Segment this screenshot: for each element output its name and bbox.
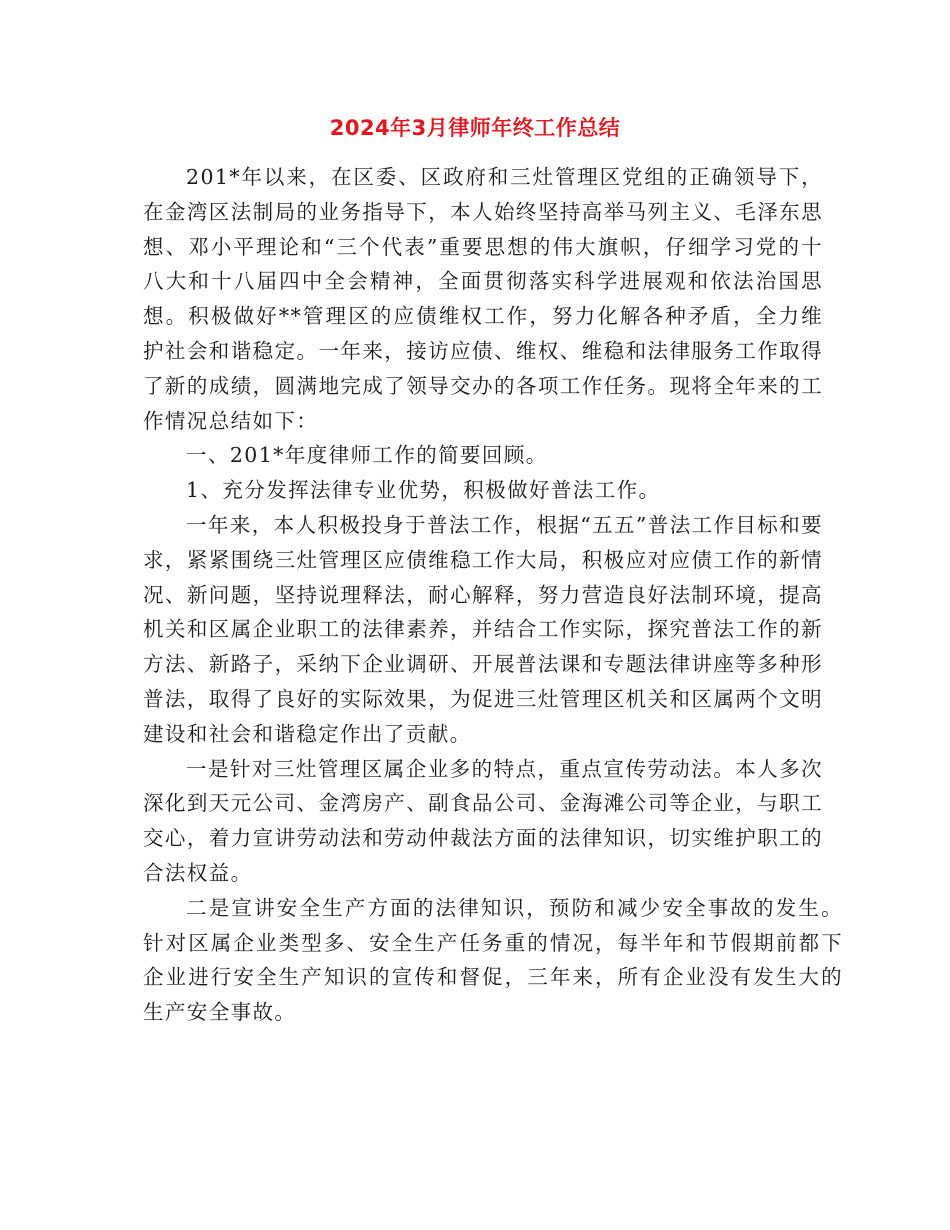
paragraph-intro: 201*年以来，在区委、区政府和三灶管理区党组的正确领导下，在金湾区法制局的业务指导下，本人始终坚持高举马列主义、毛泽东思想、邓小平理论和“三个代表”重要思想的伟大旗帜，仔细学习党的十八大和十八届四中全会精神，全面贯彻落实科学进展观和依法治国思想。积极做好**管理区的应债维权工作，努力化解各种矛盾，全力维护社会和谐稳定。一年来，接访应债、维权、维稳和法律服务工作取得了新的成绩，圆满地完成了领导交办的各项工作任务。现将全年来的工作情况总结如下： — [143, 165, 823, 433]
paragraph-labor-law: 一是针对三灶管理区属企业多的特点，重点宣传劳动法。本人多次深化到天元公司、金湾房产、副食品公司、金海滩公司等企业，与职工交心，着力宣讲劳动法和劳动仲裁法方面的法律知识，切实维护职工的合法权益。 — [143, 756, 823, 885]
paragraph-section-heading: 一、201*年度律师工作的简要回顾。 — [186, 443, 548, 468]
paragraph-safety: 二是宣讲安全生产方面的法律知识，预防和减少安全事故的发生。针对区属企业类型多、安全生产任务重的情况，每半年和节假期前都下企业进行安全生产知识的宣传和督促，三年来，所有企业没有发生大的生产安全事故。 — [143, 895, 843, 1025]
document-title: 2024年3月律师年终工作总结 — [329, 116, 621, 140]
document-body — [143, 160, 843, 1030]
paragraph-subheading: 1、充分发挥法律专业优势，积极做好普法工作。 — [186, 478, 661, 503]
paragraph-legal-education: 一年来，本人积极投身于普法工作，根据“五五”普法工作目标和要求，紧紧围绕三灶管理区应债维稳工作大局，积极应对应债工作的新情况、新问题，坚持说理释法，耐心解释，努力营造良好法制环境，提高机关和区属企业职工的法律素养，并结合工作实际，探究普法工作的新方法、新路子，采纳下企业调研、开展普法课和专题法律讲座等多种形普法，取得了良好的实际效果，为促进三灶管理区机关和区属两个文明建设和社会和谐稳定作出了贡献。 — [143, 512, 824, 746]
